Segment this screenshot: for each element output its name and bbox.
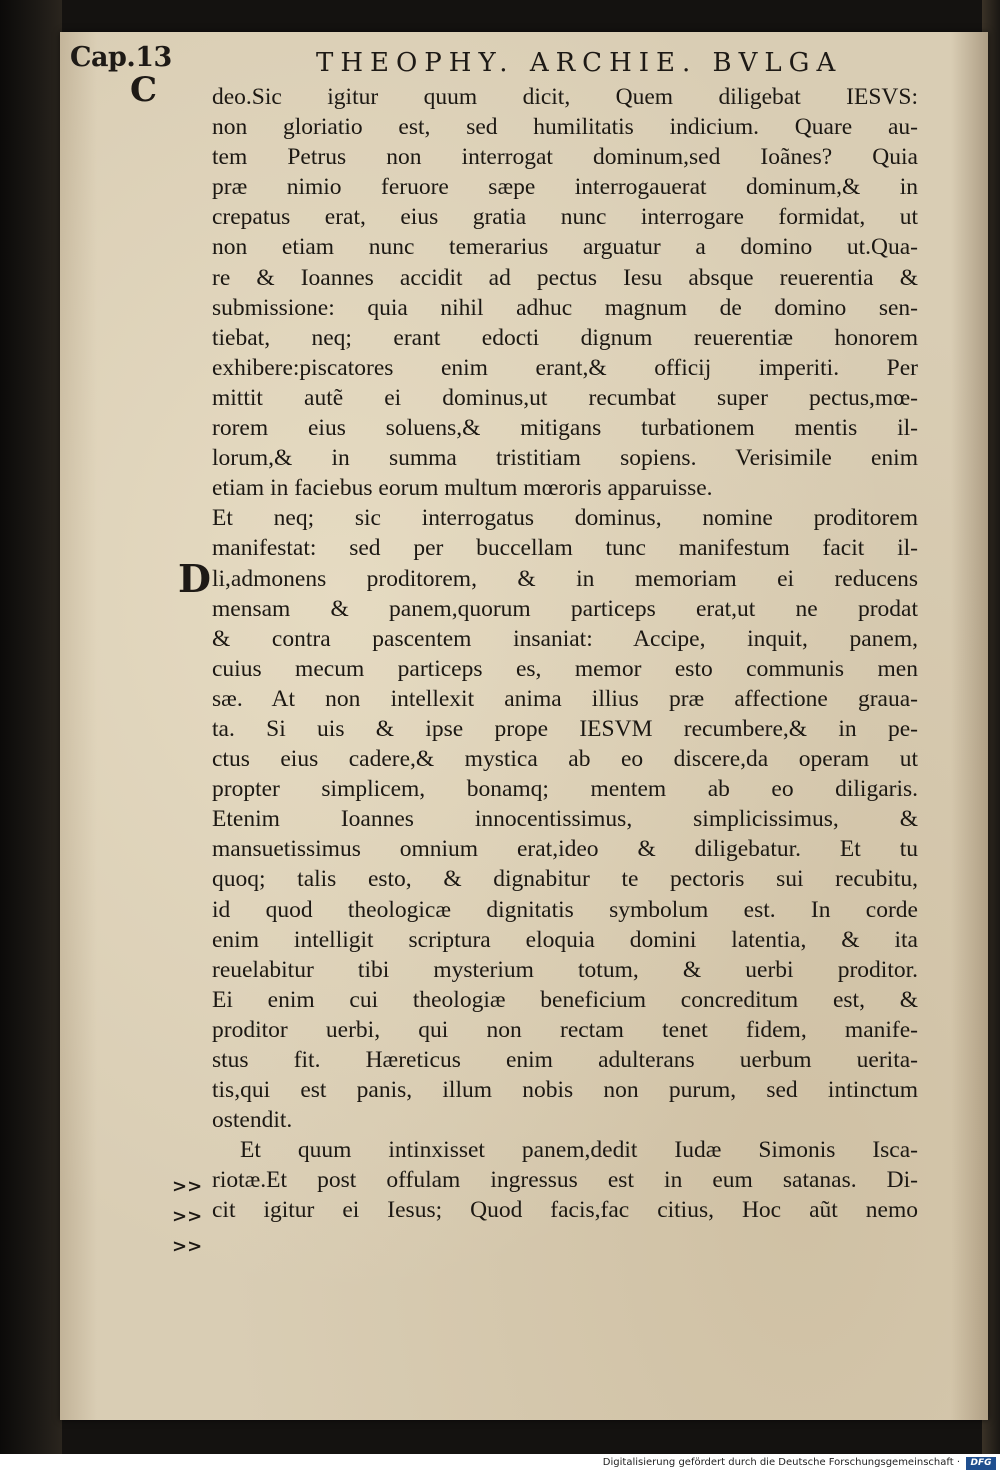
section-letter-d: D [178, 556, 211, 601]
text-line: propter simplicem, bonamq; mentem ab eo diligaris. [212, 776, 918, 803]
quotation-margin-marks [172, 1172, 202, 1262]
text-line: Ei enim cui theologiæ beneficium concreditum est, & [212, 986, 918, 1013]
text-line: deo.Sic igitur quum dicit, Quem diligebat IESVS: [212, 84, 918, 110]
text-line: lorum,& in summa tristitiam sopiens. Verisimile enim [212, 445, 918, 472]
text-line: ostendit. [212, 1107, 293, 1134]
running-head [70, 38, 850, 84]
text-line: reuelabitur tibi mysterium totum, & uerbi proditor. [212, 956, 918, 983]
text-line: Et quum intinxisset panem,dedit Iudæ Simonis Isca- [240, 1137, 918, 1164]
text-line: manifestat: sed per buccellam tunc manifestum facit il- [212, 535, 918, 562]
text-line: mittit autẽ ei dominus,ut recumbat super pectus,mœ- [212, 384, 918, 411]
text-line: præ nimio feruore sæpe interrogauerat dominum,& in [212, 174, 918, 201]
quotation-mark: >> [172, 1206, 203, 1228]
text-line: non etiam nunc temerarius arguatur a domino ut.Qua- [212, 234, 918, 261]
text-line: id quod theologicæ dignitatis symbolum est. In corde [212, 896, 918, 923]
text-line: tis,qui est panis, illum nobis non purum, sed intinctum [212, 1077, 918, 1104]
text-line: enim intelligit scriptura eloquia domini latentia, & ita [212, 926, 918, 953]
text-line: & contra pascentem insaniat: Accipe, inquit, panem, [212, 625, 918, 652]
text-line: tem Petrus non interrogat dominum,sed Ioãnes? Quia [212, 144, 918, 171]
text-line: quoq; talis esto, & dignabitur te pectoris sui recubitu, [212, 866, 918, 893]
text-line: non gloriatio est, sed humilitatis indicium. Quare au- [212, 114, 918, 141]
text-line: sæ. At non intellexit anima illius præ affectione graua- [212, 685, 918, 712]
quotation-mark: >> [172, 1236, 203, 1258]
text-line: proditor uerbi, qui non rectam tenet fidem, manife- [212, 1016, 918, 1043]
text-line: mansuetissimus omnium erat,ideo & diligebatur. Et tu [212, 836, 918, 863]
text-line: riotæ.Et post offulam ingressus est in eum satanas. Di- [212, 1167, 918, 1194]
text-line: tiebat, neq; erant edocti dignum reuerentiæ honorem [212, 324, 918, 351]
text-line: submissione: quia nihil adhuc magnum de domino sen- [212, 294, 918, 321]
text-line: etiam in faciebus eorum multum mœroris apparuisse. [212, 475, 713, 502]
footer-bar [0, 1454, 1000, 1474]
text-line: cit igitur ei Iesus; Quod facis,fac citius, Hoc aũt nemo [212, 1197, 918, 1224]
text-line: Etenim Ioannes innocentissimus, simplicissimus, & [212, 806, 918, 833]
digitization-credit: Digitalisierung gefördert durch die Deutsche Forschungsgemeinschaft · [602, 1457, 960, 1468]
body-text [212, 82, 918, 1226]
text-line: ctus eius cadere,& mystica ab eo discere,da operam ut [212, 746, 918, 773]
book-spine-edge [0, 0, 62, 1454]
text-line: Et neq; sic interrogatus dominus, nomine proditorem [212, 505, 918, 532]
text-line: stus fit. Hæreticus enim adulterans uerbum ueritа- [212, 1047, 918, 1073]
text-line: cuius mecum particeps es, memor esto communis men [212, 655, 918, 682]
chapter-label: Cap.13 [70, 42, 172, 73]
quotation-mark: >> [172, 1176, 203, 1197]
text-line: ta. Si uis & ipse prope IESVM recumbere,& in pe- [212, 715, 918, 742]
section-letter-c: C [130, 70, 158, 110]
text-line: mensam & panem,quorum particeps erat,ut ne prodat [212, 595, 918, 622]
running-title: THEOPHY. ARCHIE. BVLGA [316, 48, 843, 78]
text-line: crepatus erat, eius gratia nunc interrogare formidat, ut [212, 204, 918, 231]
text-line: rorem eius soluens,& mitigans turbationem mentis il- [212, 415, 918, 442]
text-line: exhibere:piscatores enim erant,& officij imperiti. Per [212, 354, 918, 381]
text-line: li,admonens proditorem, & in memoriam ei reducens [212, 565, 918, 592]
text-line: re & Ioannes accidit ad pectus Iesu absque reuerentia & [212, 264, 918, 291]
dfg-logo: DFG [966, 1457, 996, 1470]
